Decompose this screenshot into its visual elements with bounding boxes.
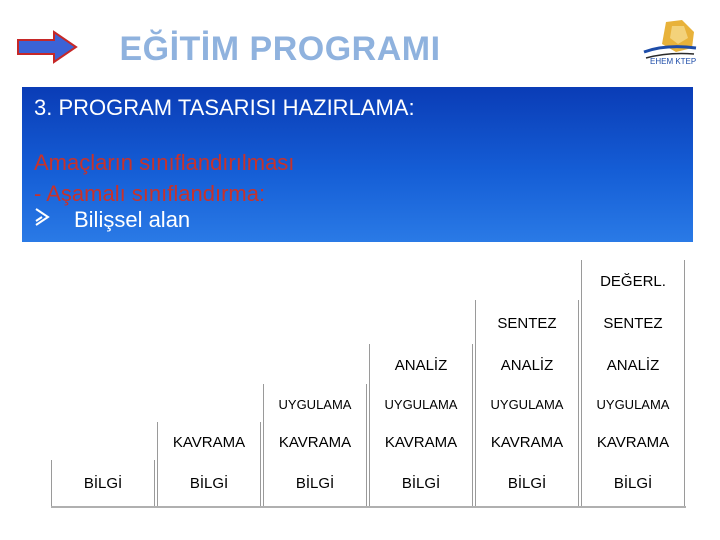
- bullet-item: [34, 207, 190, 233]
- level-cell-kavrama: KAVRAMA: [475, 422, 579, 462]
- slide-title: EĞİTİM PROGRAMI: [119, 30, 441, 68]
- classification-line-2: - Aşamalı sınıflandırma:: [34, 181, 266, 206]
- logo: [636, 18, 702, 68]
- level-cell-kavrama: KAVRAMA: [157, 422, 261, 462]
- level-cell-sentez: SENTEZ: [581, 300, 685, 346]
- classification-title: [34, 147, 294, 209]
- level-cell-bilgi: BİLGİ: [263, 460, 367, 506]
- level-cell-kavrama: KAVRAMA: [263, 422, 367, 462]
- level-cell-uygulama: UYGULAMA: [369, 384, 473, 424]
- level-cell-kavrama: KAVRAMA: [369, 422, 473, 462]
- level-cell-uygulama: UYGULAMA: [263, 384, 367, 424]
- level-cell-analiz: ANALİZ: [369, 344, 473, 386]
- section-heading: 3. PROGRAM TASARISI HAZIRLAMA:: [34, 95, 415, 120]
- level-cell-uygulama: UYGULAMA: [581, 384, 685, 424]
- level-cell-bilgi: BİLGİ: [51, 460, 155, 506]
- level-cell-degerlendirme: DEĞERL.: [581, 260, 685, 302]
- level-cell-bilgi: BİLGİ: [475, 460, 579, 506]
- section-banner: [22, 87, 693, 242]
- staircase-base-line: [51, 506, 686, 508]
- classification-line-1: Amaçların sınıflandırılması: [34, 150, 295, 175]
- arrow-bullet-icon: [34, 207, 74, 233]
- level-cell-sentez: SENTEZ: [475, 300, 579, 346]
- level-cell-bilgi: BİLGİ: [369, 460, 473, 506]
- level-cell-analiz: ANALİZ: [581, 344, 685, 386]
- level-cell-bilgi: BİLGİ: [581, 460, 685, 506]
- right-arrow-icon: [16, 30, 78, 64]
- level-cell-kavrama: KAVRAMA: [581, 422, 685, 462]
- bullet-text: Bilişsel alan: [74, 207, 191, 232]
- svg-text:EHEM KTEP: EHEM KTEP: [650, 57, 697, 66]
- level-cell-uygulama: UYGULAMA: [475, 384, 579, 424]
- level-cell-analiz: ANALİZ: [475, 344, 579, 386]
- level-cell-bilgi: BİLGİ: [157, 460, 261, 506]
